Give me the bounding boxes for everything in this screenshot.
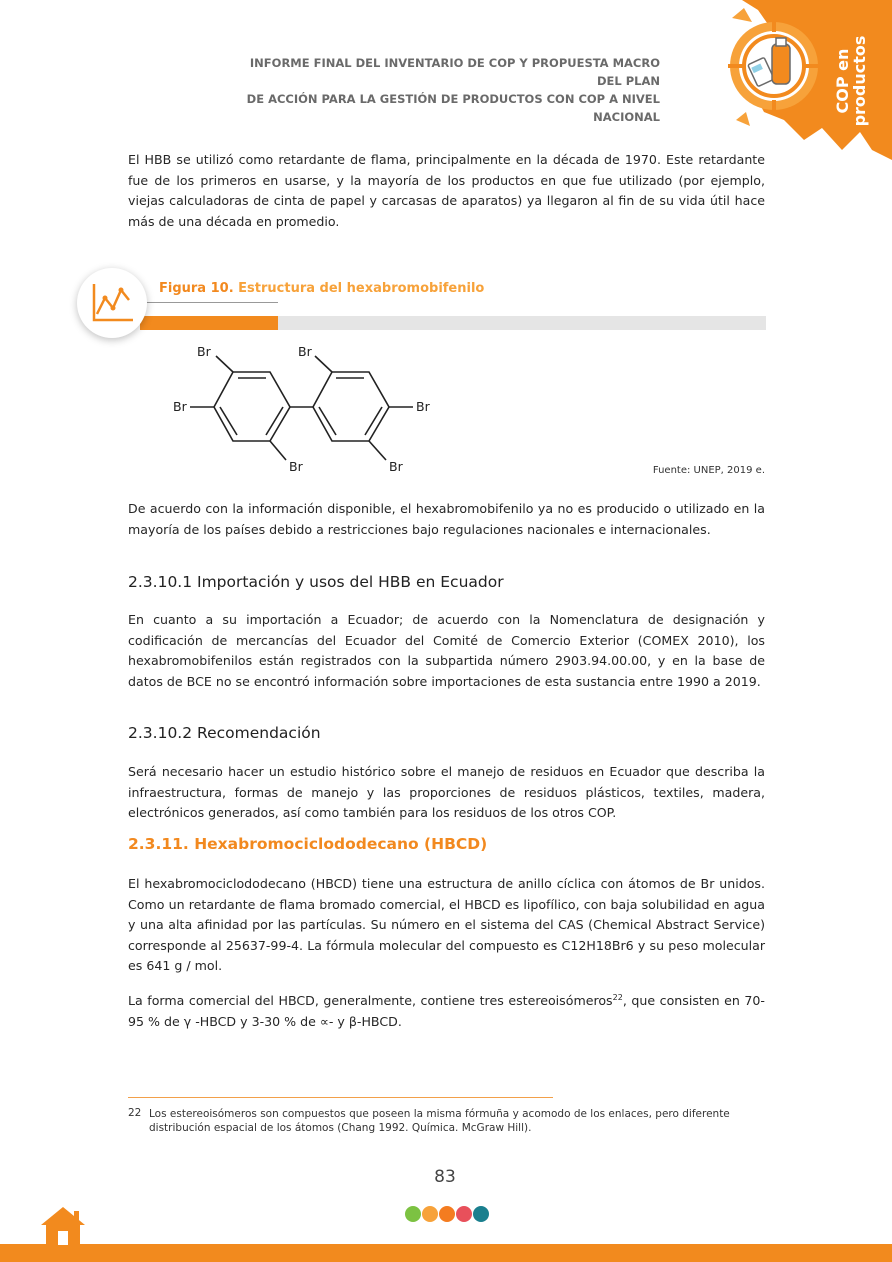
footnote-text: Los estereoisómeros son compuestos que poseen la misma fórmuña y acomodo de los enlaces, pero diferente distribución espacial de los átomos (Chang 1992. Química. McGraw Hill).: [149, 1108, 730, 1134]
figure-number: Figura 10.: [159, 281, 234, 296]
dot-red: [456, 1206, 472, 1222]
header-title-line1: INFORME FINAL DEL INVENTARIO DE COP Y PROPUESTA MACRO DEL PLAN: [249, 56, 660, 88]
section-2-3-10-1-text: En cuanto a su importación a Ecuador; de acuerdo con la Nomenclatura de designación y codificación de mercancías del Ecuador del Comité de Comercio Exterior (COMEX 2010), los hexabromobifenilos están registrados con la subpartida número 2903.94.00.00, y en la base de datos de BCE no se encontró información sobre importaciones de esta sustancia entre 1990 a 2019.: [128, 612, 765, 689]
atom-label: Br: [289, 459, 303, 474]
document-header: [230, 54, 660, 126]
line-chart-icon: [77, 268, 147, 338]
dot-yellow-orange: [422, 1206, 438, 1222]
dot-orange: [439, 1206, 455, 1222]
color-dots: [405, 1206, 489, 1222]
section-heading-2-3-10-1: 2.3.10.1 Importación y usos del HBB en Ecuador: [128, 573, 504, 591]
text2-part1: La forma comercial del HBCD, generalmente, contiene tres estereoisómeros: [128, 993, 613, 1009]
figure-bar-accent: [140, 316, 278, 330]
figure-title: [159, 281, 484, 296]
atom-label: Br: [298, 344, 312, 359]
atom-label: Br: [416, 399, 430, 414]
dot-teal: [473, 1206, 489, 1222]
section-2-3-11-text1: El hexabromociclododecano (HBCD) tiene una estructura de anillo cíclica con átomos de Br unidos. Como un retardante de flama bromado comercial, el HBCD es lipofílico, con baja solubilidad en agua y una alta afinidad por las partículas. Su número en el sistema del CAS (Chemical Abstract Service) corresponde al 25637-99-4. La fórmula molecular del compuesto es C12H18Br6 y su peso molecular es 641 g / mol.: [128, 876, 765, 973]
text2-part2: , que consisten en 70-95 % de γ -HBCD y 3-30 % de ∝- y β-HBCD.: [128, 993, 765, 1029]
footnote-divider: [128, 1097, 553, 1098]
footnote-reference[interactable]: 22: [612, 993, 623, 1002]
atom-label: Br: [197, 344, 211, 359]
section-tag-label: COP en productos: [833, 35, 869, 127]
footnote-number: 22: [128, 1107, 142, 1119]
dot-green: [405, 1206, 421, 1222]
home-icon[interactable]: [38, 1205, 88, 1247]
section-2-3-11-text2: [128, 988, 765, 1032]
header-title-line2: DE ACCIÓN PARA LA GESTIÓN DE PRODUCTOS CON COP A NIVEL NACIONAL: [246, 92, 660, 124]
atom-label: Br: [173, 399, 187, 414]
atom-label: Br: [389, 459, 403, 474]
figure-bracket: [140, 302, 278, 316]
figure-source: Fuente: UNEP, 2019 e.: [652, 465, 765, 476]
intro-paragraph: El HBB se utilizó como retardante de flama, principalmente en la década de 1970. Este retardante fue de los primeros en usarse, y la mayoría de los productos en que fue utilizado (por ejemplo, viejas calculadoras de cinta de papel y carcasas de aparatos) ya llegaron al fin de su vida útil hace más de una década en promedio.: [128, 152, 765, 229]
page-number: 83: [434, 1167, 456, 1187]
section-heading-2-3-10-2: 2.3.10.2 Recomendación: [128, 724, 321, 742]
figure-icon-badge: [77, 268, 147, 338]
section-heading-2-3-11: 2.3.11. Hexabromociclododecano (HBCD): [128, 835, 488, 853]
footer-bar: [0, 1244, 892, 1262]
section-2-3-10-2-text: Será necesario hacer un estudio histórico sobre el manejo de residuos en Ecuador que describa la infraestructura, formas de manejo y las proporciones de residuos plásticos, textiles, madera, electrónicos generados, así como también para los residuos de los otros COP.: [128, 764, 765, 820]
figure-caption: Estructura del hexabromobifenilo: [238, 281, 485, 296]
section-tag: [833, 24, 869, 134]
after-figure-paragraph: De acuerdo con la información disponible, el hexabromobifenilo ya no es producido o utilizado en la mayoría de los países debido a restricciones bajo regulaciones nacionales e internacionales.: [128, 501, 765, 537]
hexabromobiphenyl-structure: [160, 338, 450, 478]
